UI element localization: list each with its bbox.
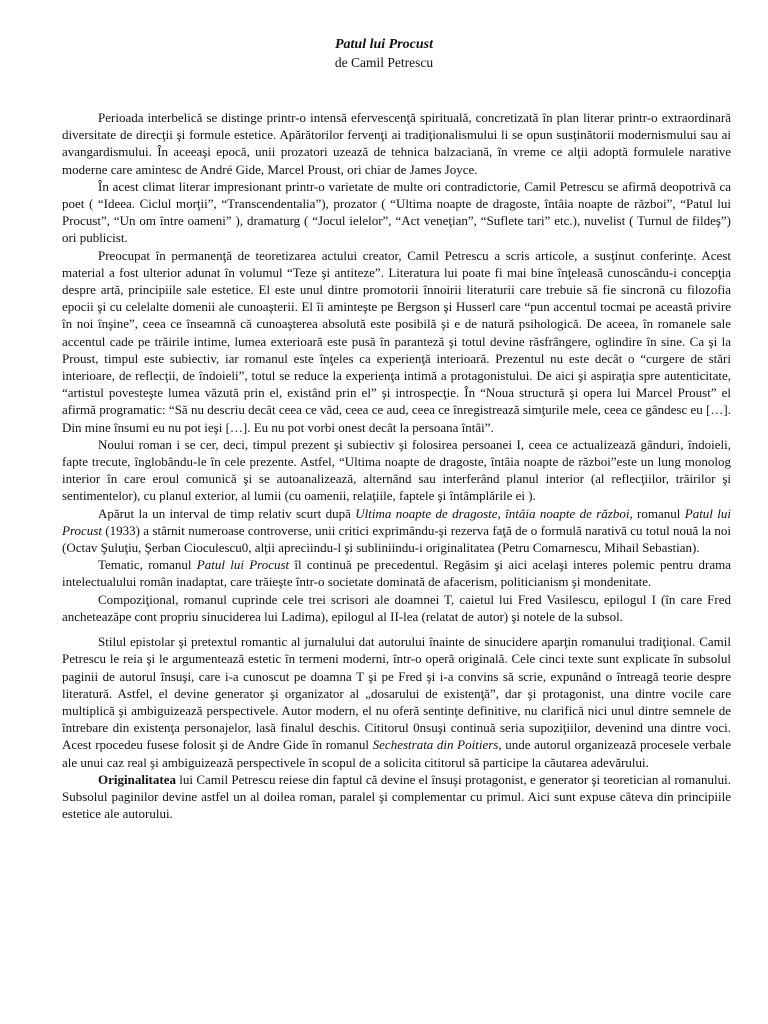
paragraph-text: Stilul epistolar şi pretextul romantic al jurnalului dat autorului înainte de sinucidere aparţin romanului tradiţional. Camil Petrescu le reia şi le argumentează estetic în termeni moderni, într-o operă originală. Cele cinci texte sunt explicate în subsolul paginii de autorul însuşi, care i-a cunoscut pe doamna T şi pe Fred şi i-a convins să scrie, expunând o întreagă teorie despre literatură. Astfel, el devine generator şi organizator al „dosarului de existenţă”, dar şi protagonist, una dintre vocile care multiplică şi ambiguizează perspectivele. Autor modern, el nu oferă sentinţe definitive, nu clarifică nici unul dintre semnele de întrebare din existenţa personajelor, lasă finalul deschis. Cititorul 0nsuşi continuă seria supoziţiilor, devenind una dintre voci. Acest rpocedeu fusese folosit şi de Andre Gide în romanul	[62, 634, 731, 753]
document-body	[62, 109, 731, 822]
paragraph	[62, 178, 731, 247]
italic-title: Patul lui Procust	[62, 505, 731, 538]
paragraph-text: îl continuă pe precedentul. Regăsim şi aici acelaşi interes polemic pentru drama intelectualului român inadaptat, care trăieşte într-o societate dominată de afacerism, politicianism şi mondenitate.	[62, 557, 731, 590]
paragraph-text: Perioada interbelică se distinge printr-o intensă efervescenţă spirituală, concretizată în plan literar printr-o extraordinară diversitate de direcţii şi formule estetice. Apărătorilor fervenţi ai tradiţionalismului li se opun susţinătorii modernismului sau ai avangardismului. În aceeaşi epocă, unii prozatori uzează de tehnica balzaciană, în vreme ce alţii adoptă formulele narative moderne care amintesc de André Gide, Marcel Proust, ori chiar de James Joyce.	[62, 110, 731, 177]
paragraph	[62, 556, 731, 590]
paragraph	[62, 633, 731, 771]
paragraph	[62, 109, 731, 178]
paragraph	[62, 505, 731, 557]
paragraph	[62, 591, 731, 625]
paragraph	[62, 247, 731, 436]
italic-title: Ultima noapte de dragoste, întâia noapte de război	[355, 505, 630, 521]
paragraph-text: Apărut la un interval de timp relativ scurt după	[98, 505, 356, 521]
italic-title: Patul lui Procust	[196, 557, 290, 573]
paragraph-text: , romanul	[629, 505, 685, 521]
paragraph-text: În acest climat literar impresionant printr-o varietate de multe ori contradictorie, Camil Petrescu se afirmă deopotrivă ca poet ( “Ideea. Ciclul morţii”, “Transcendentalia”), prozator ( “Ultima noapte de dragoste, întâia noapte de război”, “Patul lui Procust”, “Un om între oameni” ), dramaturg ( “Jocul ielelor”, “Act veneţian”, “Suflete tari” etc.), nuvelist ( Turnul de fildeş”) ori publicist.	[62, 178, 731, 246]
document-author: de Camil Petrescu	[334, 55, 434, 70]
paragraph-text: (1933) a stârnit numeroase controverse, unii critici exprimându-şi rezerva faţă de o formulă narativă cu totul nouă la noi (Octav Şuluţiu, Şerban Cioculescu0, alţii apreciindu-l şi subliniindu-i originalitatea (Petru Comarnescu, Mihail Sebastian).	[62, 522, 731, 556]
paragraph-text: Noului roman i se cer, deci, timpul prezent şi subiectiv şi folosirea persoanei I, ceea ce actualizează gânduri, îndoieli, fapte trecute, înglobându-le în cele prezente. Astfel, “Ultima noapte de dragoste, întâia noapte de război”este un lung monolog interior în care eroul comunică şi se autoanalizează, alternând sau interferând planul interior (al reflecţiilor, trăirilor şi sentimentelor), cu planul exterior, al lumii (cu oamenii, relaţiile, faptele şi întâmplările ei ).	[62, 436, 731, 504]
document-title: Patul lui Procust	[334, 37, 434, 52]
paragraph-text: Compoziţional, romanul cuprinde cele trei scrisori ale doamnei T, caietul lui Fred Vasilescu, epilogul I (în care Fred ancheteazăpe cont propriu sinuciderea lui Ladima), epilogul al II-lea (relatat de autor) şi notele de la subsol.	[62, 591, 731, 624]
italic-title: Sechestrata din Poitiers	[372, 737, 499, 753]
paragraph	[62, 771, 731, 823]
paragraph-text: lui Camil Petrescu reiese din faptul că devine el însuşi protagonist, e generator şi teoretician al romanului. Subsolul paginilor devine astfel un al doilea roman, paralel şi complementar cu primul. Aici sunt expuse câteva din principiile estetice ale autorului.	[62, 771, 731, 822]
paragraph	[62, 436, 731, 505]
paragraph-text: Preocupat în permanenţă de teoretizarea actului creator, Camil Petrescu a scris articole, a susţinut conferinţe. Acest material a fost ulterior adunat în volumul “Teze şi antiteze”. Literatura lui poate fi mai bine înţeleasă cunoscându-i concepţia despre artă, principiile sale estetice. El este unul dintre promotorii înnoirii literaturii care trebuie să fie sincronă cu filozofia epocii şi cu celelalte domenii ale cunoaşterii. El îi aminteşte pe Bergson şi Husserl care “pun accentul tocmai pe această privire în noi înşine”, ceea ce înseamnă că cunoaşterea absolută este posibilă şi e de natură psihologică. De aceea, în romanele sale accentul cade pe trăirile intime, lumea exterioară este pusă în paranteză şi totul devine răsfrângere, oglindire în sine. Ca şi la Proust, timpul este subiectiv, iar romanul este înţeles ca experienţă interioară. Prezentul nu este decât o “curgere de stări interioare, de reflecţii, de îndoieli”, totul se reduce la experienţa intimă a protagonistului. De aici şi aspiraţia spre autenticitate, “artistul povesteşte lumea văzută prin el, existând prin el” şi introspecţie. În “Noua structură şi opera lui Marcel Proust” el afirmă programatic: “Să nu descriu decât ceea ce văd, ceea ce aud, ceea ce înregistrează simţurile mele, ceea ce gândesc eu […]. Din mine însumi eu nu pot ieşi […]. Eu nu pot vorbi onest decât la persoana întâi”.	[62, 247, 731, 435]
paragraph-text: , unde autorul organizează procesele verbale ale unui caz real şi ambiguizează perspectivele în scopul de a solicita cititorul să participe la căutarea adevărului.	[62, 737, 731, 770]
paragraph-text: Tematic, romanul	[98, 557, 197, 573]
bold-term: Originalitatea	[98, 771, 176, 787]
